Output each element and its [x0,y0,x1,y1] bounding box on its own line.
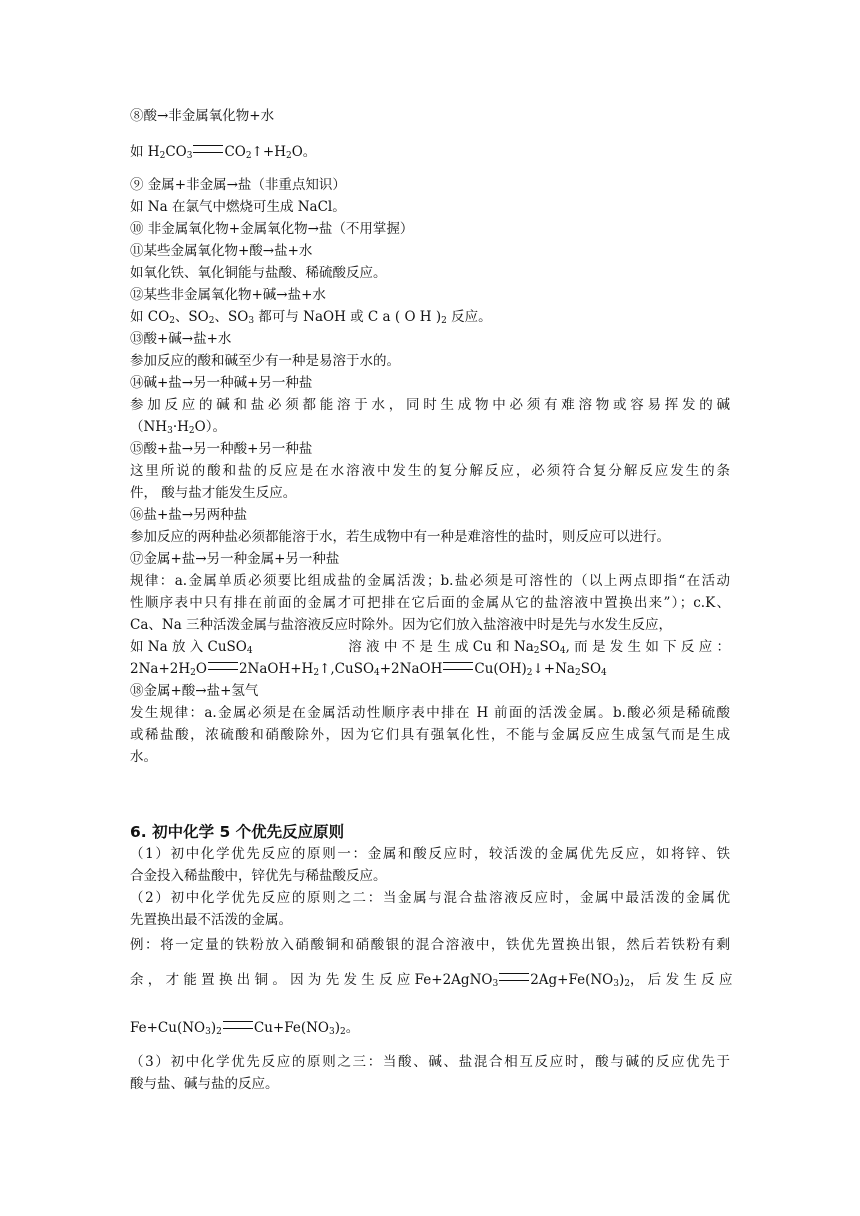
equals-sign-icon [499,973,529,981]
text-line: ⑩ 非金属氧化物+金属氧化物→盐（不用掌握） [130,221,414,237]
text-line: ⑰金属+盐→另一种金属+另一种盐 [130,551,340,567]
text-line: ⑮酸+盐→另一种酸+另一种盐 [130,441,313,457]
equals-sign-icon [223,1021,253,1029]
text-line: ⑱金属+酸→盐+氢气 [130,683,259,699]
text-line: 例：将一定量的铁粉放入硝酸铜和硝酸银的混合溶液中，铁优先置换出银，然后若铁粉有剩 [130,937,730,953]
text-line: 这里所说的酸和盐的反应是在水溶液中发生的复分解反应，必须符合复分解反应发生的条 [130,463,730,479]
text-line: $(NH_3\cdot H_2O)$。 [130,419,226,436]
text-line: 先置换出最不活泼的金属。 [130,912,292,928]
text-line: ⑧酸→非金属氧化物+水 [130,108,275,124]
text-line: 或稀盐酸，浓硫酸和硝酸除外，因为它们具有强氧化性，不能与金属反应生成氢气而是生成 [130,727,730,743]
text-line: 如 $CO_2$、$SO_2$、$SO_3$ 都可与 NaOH 或 C a ( O H )$_2$ 反应。 [130,309,492,326]
text-line: 参加反应的酸和碱至少有一种是易溶于水的。 [130,353,400,369]
text-line: ⑯盐+盐→另两种盐 [130,507,248,523]
text-line: ⑪某些金属氧化物+酸→盐+水 [130,243,313,259]
text-line: 性顺序表中只有排在前面的金属才可把排在它后面的金属从它的盐溶液中置换出来”）；c.K、 [130,595,730,611]
equation-line: $2Na+2H_2O$ $2NaOH+H_2↑,CuSO_4+2NaOH$ $Cu(OH)_2↓+Na_2SO_4$ [130,661,607,678]
text-line: 参加反应的碱和盐必须都能溶于水，同时生成物中必须有难溶物或容易挥发的碱 [130,397,730,413]
equals-sign-icon [193,145,223,153]
equation-line: 余 ， 才 能 置 换 出 铜 。 因 为 先 发 生 反 应 Fe+2AgNO$_3$ $2Ag+Fe(NO_3)_2$ ， 后 发 生 反 应 [130,972,733,989]
text-line: 如 Na 放 入 CuSO$_4$ 溶 液 中 不 是 生 成 Cu 和 $Na_2SO_4$, 而 是 发 生 如 下 反 应 ： [130,639,730,656]
text-line: 水。 [130,749,157,765]
text-line: ⑬酸+碱→盐+水 [130,331,232,347]
text-line: ⑨ 金属+非金属→盐（非重点知识） [130,177,346,193]
text-line: 如 Na 在氯气中燃烧可生成 NaCl。 [130,199,346,215]
equals-sign-icon [443,662,473,670]
text-line: （1）初中化学优先反应的原则一：金属和酸反应时，较活泼的金属优先反应，如将锌、铁 [130,846,730,862]
text-line: 件， 酸与盐才能发生反应。 [130,485,297,501]
text-line: 发生规律：a.金属必须是在金属活动性顺序表中排在 H 前面的活泼金属。b.酸必须是稀硫酸 [130,705,730,721]
text-line: （2）初中化学优先反应的原则之二：当金属与混合盐溶液反应时，金属中最活泼的金属优 [130,890,730,906]
section-heading: 6. 初中化学 5 个优先反应原则 [130,823,345,841]
text-line: 参加反应的两种盐必须都能溶于水，若生成物中有一种是难溶性的盐时，则反应可以进行。 [130,529,670,545]
equals-sign-icon [208,662,238,670]
text-line: （3）初中化学优先反应的原则之三：当酸、碱、盐混合相互反应时，酸与碱的反应优先于 [130,1054,730,1070]
text-line: 合金投入稀盐酸中，锌优先与稀盐酸反应。 [130,868,387,884]
equation-line: 如 $H_2CO_3$ $CO_2↑+H_2O$。 [130,144,317,161]
text-line: 如氧化铁、氧化铜能与盐酸、稀硫酸反应。 [130,265,387,281]
text-line: ⑫某些非金属氧化物+碱→盐+水 [130,287,326,303]
text-line: 规律：a.金属单质必须要比组成盐的金属活泼；b.盐必须是可溶性的（以上两点即指“在活动 [130,573,730,589]
text-line: ⑭碱+盐→另一种碱+另一种盐 [130,375,313,391]
equation-line: $Fe+Cu(NO_3)_2$ $Cu+Fe(NO_3)_2$。 [130,1020,360,1037]
text-line: Ca、Na 三种活泼金属与盐溶液反应时除外。因为它们放入盐溶液中时是先与水发生反应， [130,617,673,633]
text-line: 酸与盐、碱与盐的反应。 [130,1076,279,1092]
